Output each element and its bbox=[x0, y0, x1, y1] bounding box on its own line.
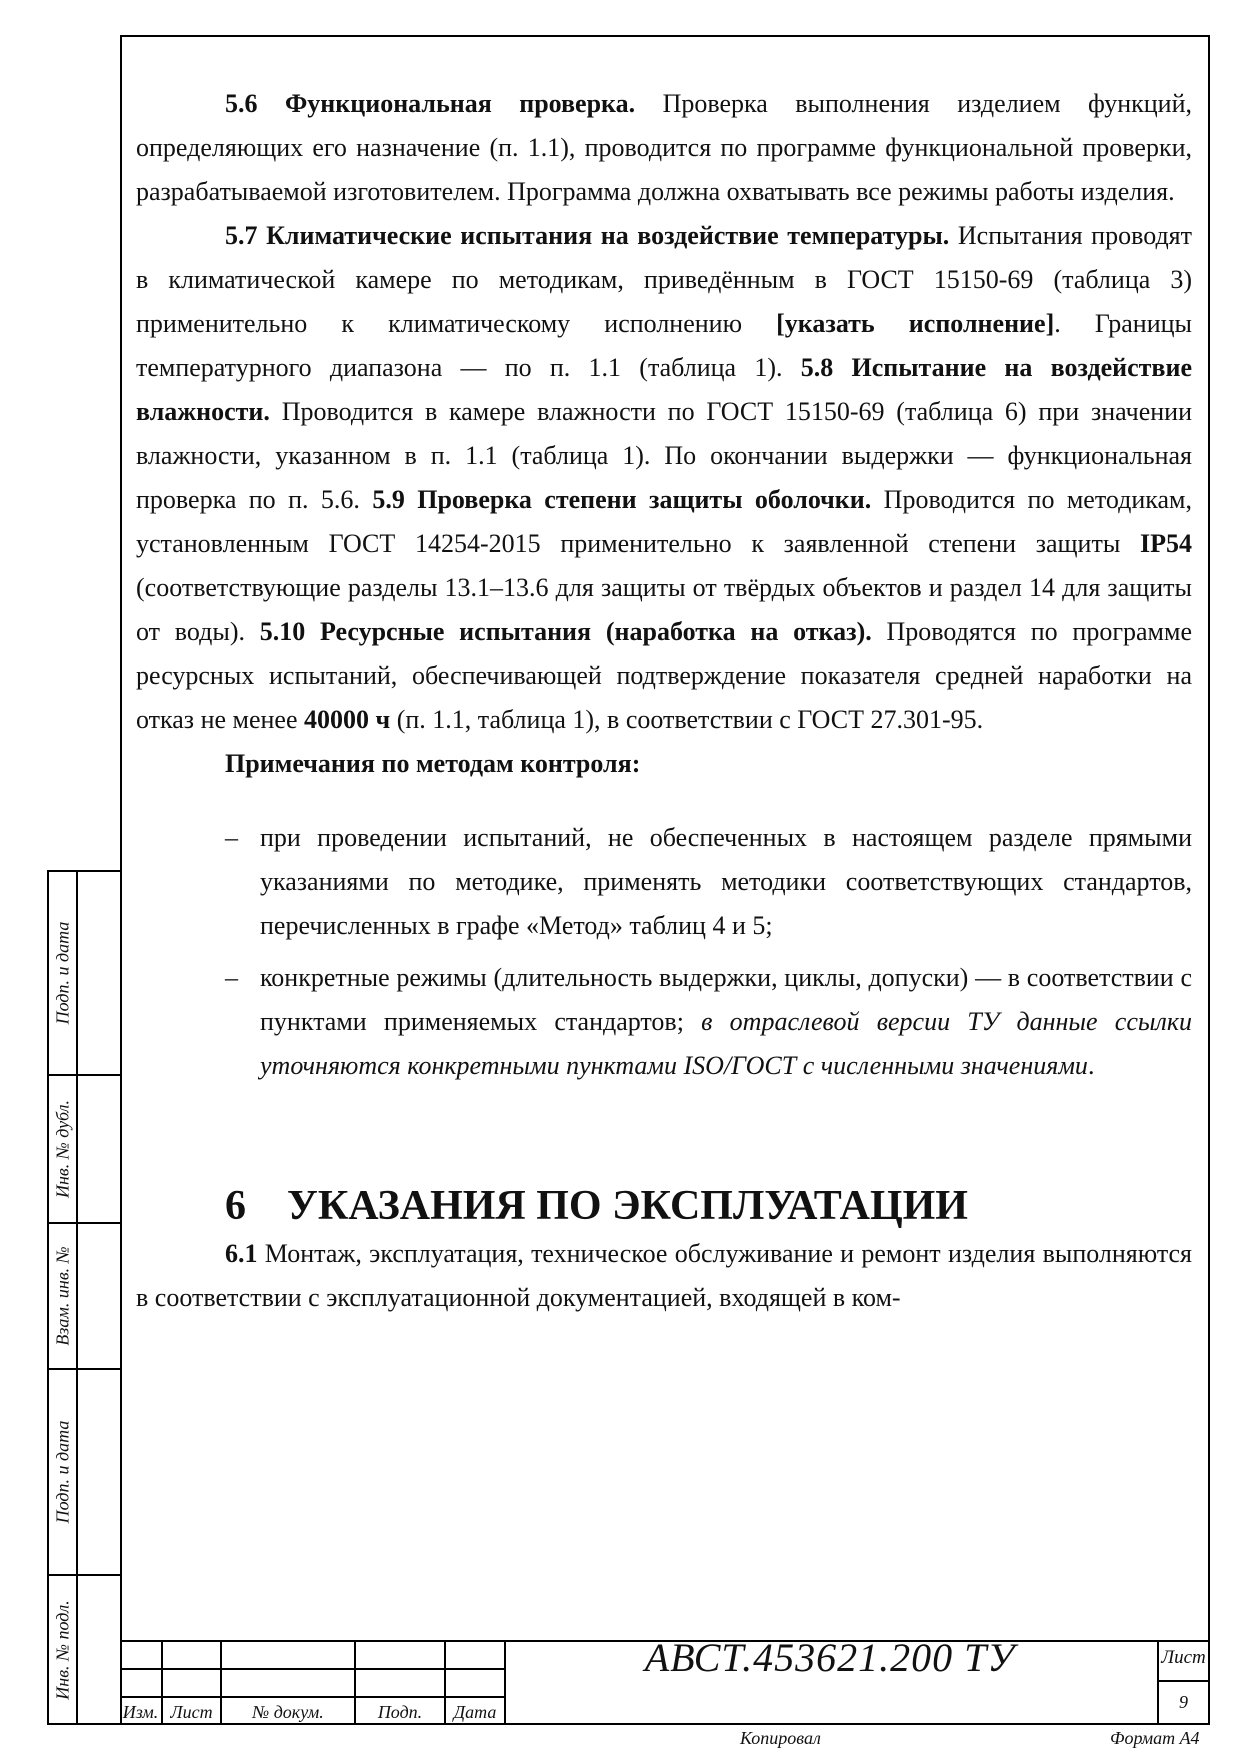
side-cell-podp-data-bottom: Подп. и дата bbox=[47, 1368, 120, 1576]
paragraph-5-6-heading: 5.6 Функциональная проверка. bbox=[225, 89, 636, 118]
paragraph-5-10-heading: 5.10 Ресурсные испытания (наработка на отказ). bbox=[259, 617, 872, 646]
dash-bullet: – bbox=[225, 963, 238, 992]
document-code: АВСТ.453621.200 ТУ bbox=[644, 1635, 1016, 1680]
col-izm: Изм. bbox=[122, 1702, 159, 1722]
notes-heading: Примечания по методам контроля: bbox=[225, 749, 641, 778]
list-item: – конкретные режимы (длительность выдержки, циклы, допуски) — в соответствии с пунктами применяемых стандартов; в отраслевой версии ТУ данные ссылки уточняются конкретными пунктами ISO/ГОСТ с численными значениями. bbox=[136, 956, 1192, 1088]
dash-bullet: – bbox=[225, 823, 238, 852]
footer-copied: Копировал bbox=[740, 1728, 821, 1748]
col-data: Дата bbox=[453, 1702, 497, 1722]
notes-list bbox=[136, 816, 1192, 1088]
side-cell-inv-dubl: Инв. № дубл. bbox=[47, 1074, 120, 1224]
side-cell-vzam-inv: Взам. инв. № bbox=[47, 1222, 120, 1370]
side-cell-podp-data-top: Подп. и дата bbox=[47, 870, 120, 1076]
paragraph-6-1: 6.1 Монтаж, эксплуатация, техническое обслуживание и ремонт изделия выполняются в соответствии с эксплуатационной документацией, входящей в ком- bbox=[136, 1239, 1192, 1312]
col-dokum: № докум. bbox=[252, 1702, 324, 1722]
footer-format: Формат А4 bbox=[1110, 1728, 1200, 1748]
section-number: 6 bbox=[225, 1183, 246, 1229]
col-list: Лист bbox=[170, 1702, 213, 1722]
paragraph-5-8-heading: 5.8 Испытание на воздействие влажности. bbox=[136, 353, 1192, 426]
paragraph-5-9-heading: 5.9 Проверка степени защиты оболочки. bbox=[372, 485, 872, 514]
section-heading bbox=[136, 1180, 1192, 1232]
sheet-label: Лист bbox=[1161, 1647, 1206, 1668]
paragraph-5-6: 5.6 Функциональная проверка. Проверка выполнения изделием функций, определяющих его назначение (п. 1.1), проводится по программе функциональной проверки, разрабатываемой изготовителем. Программа должна охватывать все режимы работы изделия. bbox=[136, 89, 1192, 206]
paragraph-6-1-heading: 6.1 bbox=[225, 1239, 258, 1268]
side-cell-inv-podl: Инв. № подл. bbox=[47, 1574, 120, 1725]
list-item: – при проведении испытаний, не обеспеченных в настоящем разделе прямыми указаниями по методике, применять методики соответствующих стандартов, перечисленных в графе «Метод» таблиц 4 и 5; bbox=[136, 816, 1192, 948]
sheet-number: 9 bbox=[1179, 1692, 1188, 1712]
paragraph-5-7: 5.7 Климатические испытания на воздействие температуры. Испытания проводят в климатической камере по методикам, приведённым в ГОСТ 15150-69 (таблица 3) применительно к климатическому исполнению [указать исполнение]. Границы температурного диапазона — по п. 1.1 (таблица 1). 5.8 Испытание на воздействие влажности. Проводится в камере влажности по ГОСТ 15150-69 (таблица 6) при значении влажности, указанном в п. 1.1 (таблица 1). По окончании выдержки — функциональная проверка по п. 5.6. 5.9 Проверка степени защиты оболочки. Проводится по методикам, установленным ГОСТ 14254-2015 применительно к заявленной степени защиты IP54 (соответствующие разделы 13.1–13.6 для защиты от твёрдых объектов и раздел 14 для защиты от воды). 5.10 Ресурсные испытания (наработка на отказ). Проводятся по программе ресурсных испытаний, обеспечивающей подтверждение показателя средней наработки на отказ не менее 40000 ч (п. 1.1, таблица 1), в соответствии с ГОСТ 27.301-95. bbox=[136, 221, 1192, 734]
paragraph-5-7-heading: 5.7 Климатические испытания на воздействие температуры. bbox=[225, 221, 950, 250]
side-stamp bbox=[47, 870, 120, 1725]
section-title: УКАЗАНИЯ ПО ЭКСПЛУАТАЦИИ bbox=[287, 1183, 968, 1229]
col-podp: Подп. bbox=[377, 1702, 423, 1722]
document-body bbox=[136, 82, 1192, 1320]
